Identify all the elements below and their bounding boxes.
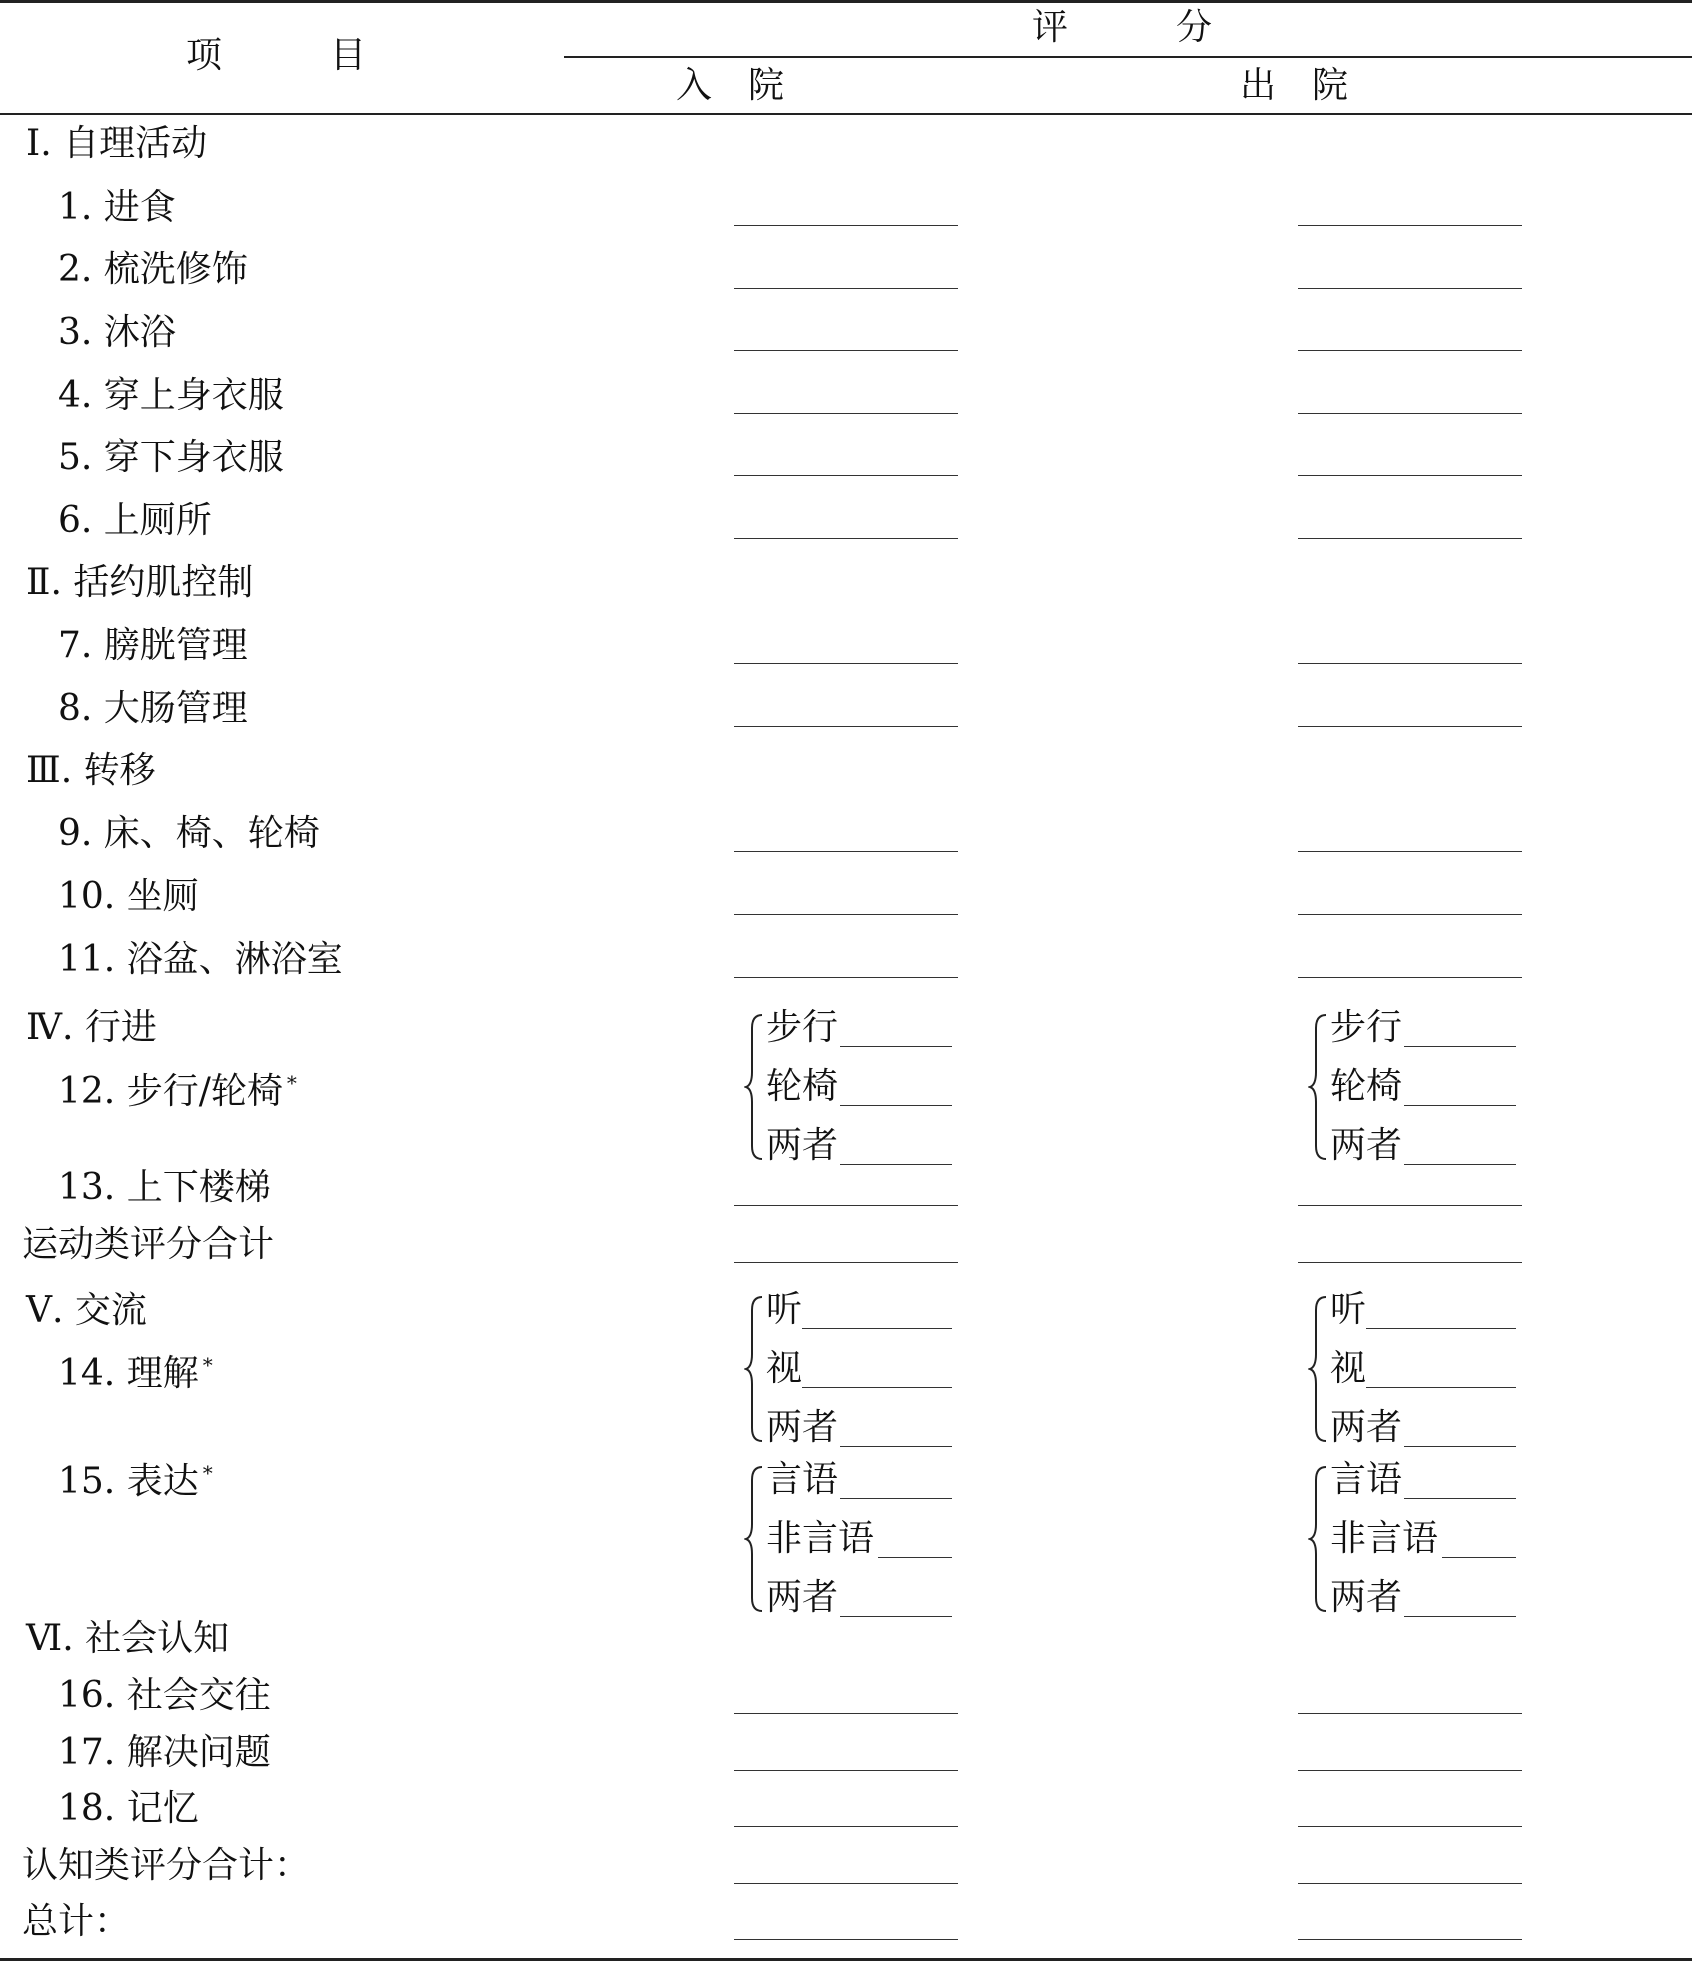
- item-label: 12. 步行/轮椅: [58, 1071, 283, 1112]
- section-title: Ⅳ. 行进: [26, 1007, 157, 1048]
- item-label: 5. 穿下身衣服: [58, 437, 284, 478]
- item-label: 10. 坐厕: [58, 876, 199, 917]
- discharge-score-blank[interactable]: [1298, 538, 1522, 539]
- item-label: 6. 上厕所: [58, 500, 212, 541]
- item-label: 8. 大肠管理: [58, 688, 248, 729]
- section-title: Ⅰ. 自理活动: [26, 123, 208, 164]
- item-label-with-note: [58, 1462, 213, 1502]
- admission-score-blank[interactable]: [734, 475, 958, 476]
- discharge-score-blank[interactable]: [1298, 851, 1522, 852]
- motor-total-label: 运动类评分合计: [22, 1224, 275, 1265]
- section-title: Ⅵ. 社会认知: [26, 1618, 230, 1659]
- section-title: Ⅱ. 括约肌控制: [26, 562, 254, 603]
- left-brace-icon: [1308, 1294, 1330, 1444]
- item-label: 13. 上下楼梯: [58, 1167, 271, 1208]
- admission-nonverbal-blank[interactable]: [878, 1557, 952, 1558]
- item-label: 16. 社会交往: [58, 1675, 271, 1716]
- admission-score-blank[interactable]: [734, 413, 958, 414]
- option-both-label: 两者: [1330, 1125, 1403, 1166]
- discharge-score-blank[interactable]: [1298, 663, 1522, 664]
- asterisk-note: *: [202, 1353, 213, 1377]
- left-brace-icon: [1308, 1012, 1330, 1162]
- discharge-score-blank[interactable]: [1298, 1770, 1522, 1771]
- discharge-score-blank[interactable]: [1298, 726, 1522, 727]
- admission-score-blank[interactable]: [734, 1826, 958, 1827]
- discharge-score-blank[interactable]: [1298, 288, 1522, 289]
- option-wheelchair-label: 轮椅: [766, 1066, 839, 1107]
- discharge-score-blank[interactable]: [1298, 475, 1522, 476]
- discharge-score-blank[interactable]: [1298, 1713, 1522, 1714]
- discharge-both-blank[interactable]: [1404, 1446, 1516, 1447]
- option-both-label: 两者: [766, 1577, 839, 1618]
- admission-score-blank[interactable]: [734, 914, 958, 915]
- option-visual-label: 视: [1330, 1348, 1367, 1389]
- discharge-motor-total-blank[interactable]: [1298, 1262, 1522, 1263]
- item-label-with-note: [58, 1072, 297, 1112]
- discharge-cognitive-total-blank[interactable]: [1298, 1883, 1522, 1884]
- admission-both-blank[interactable]: [840, 1164, 952, 1165]
- item-label: 3. 沐浴: [58, 312, 176, 353]
- admission-listen-blank[interactable]: [802, 1328, 952, 1329]
- option-both-label: 两者: [1330, 1577, 1403, 1618]
- item-label: 18. 记忆: [58, 1788, 199, 1829]
- header-score-rule: [564, 56, 1692, 58]
- discharge-nonverbal-blank[interactable]: [1442, 1557, 1516, 1558]
- discharge-score-blank[interactable]: [1298, 225, 1522, 226]
- discharge-score-blank[interactable]: [1298, 977, 1522, 978]
- discharge-walk-blank[interactable]: [1404, 1046, 1516, 1047]
- item-label: 1. 进食: [58, 187, 176, 228]
- item-label: 11. 浴盆、淋浴室: [58, 939, 343, 980]
- admission-walk-blank[interactable]: [840, 1046, 952, 1047]
- admission-score-blank[interactable]: [734, 977, 958, 978]
- admission-grand-total-blank[interactable]: [734, 1939, 958, 1940]
- admission-score-blank[interactable]: [734, 663, 958, 664]
- item-label: 7. 膀胱管理: [58, 625, 248, 666]
- option-nonverbal-label: 非言语: [766, 1518, 875, 1559]
- option-both-label: 两者: [1330, 1407, 1403, 1448]
- header-bottom-rule: [0, 113, 1692, 115]
- admission-motor-total-blank[interactable]: [734, 1262, 958, 1263]
- option-walk-label: 步行: [766, 1007, 839, 1048]
- header-score-label: 评 分: [1032, 7, 1213, 48]
- option-both-label: 两者: [766, 1407, 839, 1448]
- admission-visual-blank[interactable]: [802, 1387, 952, 1388]
- admission-score-blank[interactable]: [734, 1713, 958, 1714]
- admission-score-blank[interactable]: [734, 350, 958, 351]
- discharge-verbal-blank[interactable]: [1404, 1498, 1516, 1499]
- header-admission-label: 入 院: [676, 65, 785, 106]
- asterisk-note: *: [286, 1071, 297, 1095]
- admission-score-blank[interactable]: [734, 851, 958, 852]
- item-label: 4. 穿上身衣服: [58, 375, 284, 416]
- discharge-listen-blank[interactable]: [1366, 1328, 1516, 1329]
- discharge-score-blank[interactable]: [1298, 1826, 1522, 1827]
- option-wheelchair-label: 轮椅: [1330, 1066, 1403, 1107]
- option-visual-label: 视: [766, 1348, 803, 1389]
- discharge-both-blank[interactable]: [1404, 1164, 1516, 1165]
- bottom-rule: [0, 1958, 1692, 1961]
- left-brace-icon: [744, 1464, 766, 1614]
- discharge-score-blank[interactable]: [1298, 1205, 1522, 1206]
- discharge-both-blank[interactable]: [1404, 1616, 1516, 1617]
- section-title: Ⅴ. 交流: [26, 1290, 147, 1331]
- admission-both-blank[interactable]: [840, 1446, 952, 1447]
- admission-score-blank[interactable]: [734, 1205, 958, 1206]
- left-brace-icon: [744, 1012, 766, 1162]
- item-label: 9. 床、椅、轮椅: [58, 813, 320, 854]
- item-label-with-note: [58, 1354, 213, 1394]
- admission-score-blank[interactable]: [734, 225, 958, 226]
- item-label: 2. 梳洗修饰: [58, 249, 248, 290]
- admission-cognitive-total-blank[interactable]: [734, 1883, 958, 1884]
- option-verbal-label: 言语: [1330, 1459, 1403, 1500]
- item-label: 14. 理解: [58, 1353, 199, 1394]
- admission-wheelchair-blank[interactable]: [840, 1105, 952, 1106]
- header-item-label: 项 目: [186, 35, 367, 76]
- header-discharge-label: 出 院: [1240, 65, 1349, 106]
- section-title: Ⅲ. 转移: [26, 750, 156, 791]
- option-walk-label: 步行: [1330, 1007, 1403, 1048]
- admission-verbal-blank[interactable]: [840, 1498, 952, 1499]
- admission-score-blank[interactable]: [734, 538, 958, 539]
- option-verbal-label: 言语: [766, 1459, 839, 1500]
- discharge-grand-total-blank[interactable]: [1298, 1939, 1522, 1940]
- discharge-score-blank[interactable]: [1298, 914, 1522, 915]
- option-listen-label: 听: [1330, 1289, 1367, 1330]
- discharge-wheelchair-blank[interactable]: [1404, 1105, 1516, 1106]
- admission-score-blank[interactable]: [734, 1770, 958, 1771]
- left-brace-icon: [1308, 1464, 1330, 1614]
- option-both-label: 两者: [766, 1125, 839, 1166]
- admission-score-blank[interactable]: [734, 726, 958, 727]
- cognitive-total-label: 认知类评分合计：: [22, 1845, 311, 1886]
- option-nonverbal-label: 非言语: [1330, 1518, 1439, 1559]
- item-label: 17. 解决问题: [58, 1732, 271, 1773]
- top-rule: [0, 0, 1692, 3]
- left-brace-icon: [744, 1294, 766, 1444]
- item-label: 15. 表达: [58, 1461, 199, 1502]
- option-listen-label: 听: [766, 1289, 803, 1330]
- discharge-visual-blank[interactable]: [1366, 1387, 1516, 1388]
- discharge-score-blank[interactable]: [1298, 413, 1522, 414]
- grand-total-label: 总计：: [22, 1901, 131, 1942]
- discharge-score-blank[interactable]: [1298, 350, 1522, 351]
- admission-both-blank[interactable]: [840, 1616, 952, 1617]
- asterisk-note: *: [202, 1461, 213, 1485]
- admission-score-blank[interactable]: [734, 288, 958, 289]
